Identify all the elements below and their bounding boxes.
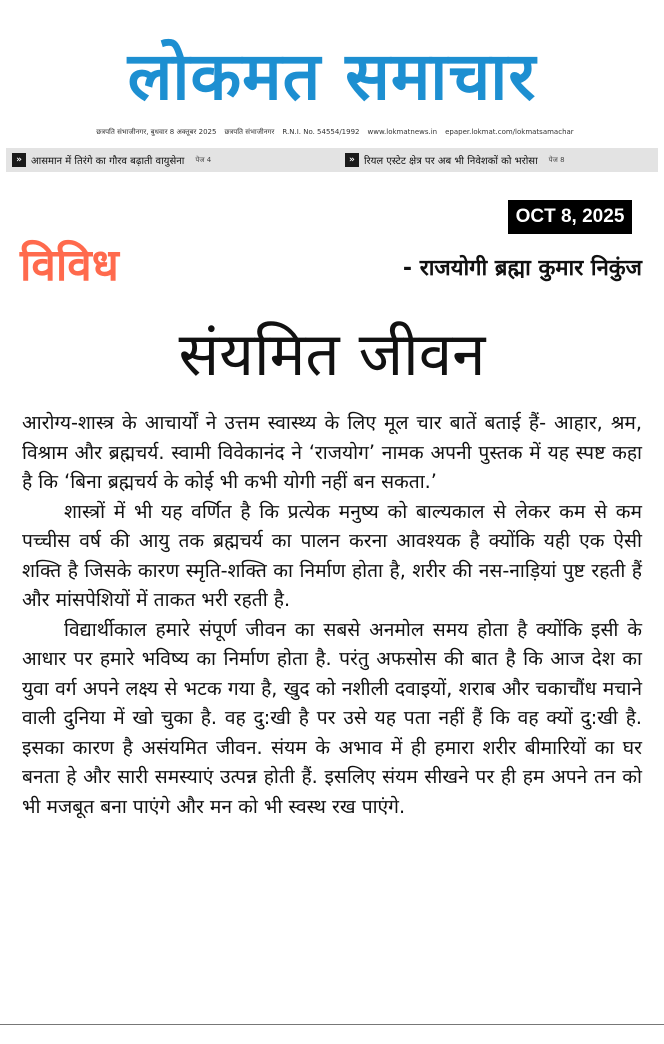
dateline-rni: R.N.I. No. 54554/1992 <box>282 128 360 136</box>
dateline-city: छत्रपति संभाजीनगर <box>224 128 275 136</box>
author-byline: - राजयोगी ब्रह्मा कुमार निकुंज <box>402 256 642 281</box>
masthead <box>0 0 664 145</box>
teaser-item[interactable] <box>339 153 658 167</box>
article-headline: संयमित जीवन <box>178 320 486 390</box>
dateline-web[interactable]: www.lokmatnews.in <box>367 128 438 136</box>
dateline-epaper[interactable]: epaper.lokmat.com/lokmatsamachar <box>445 128 574 136</box>
dateline-edition: छत्रपति संभाजीनगर, बुधवार 8 अक्तूबर 2025 <box>96 128 217 136</box>
newspaper-logo: लोकमत समाचार <box>127 38 537 115</box>
article-paragraph: शास्त्रों में भी यह वर्णित है कि प्रत्येक मनुष्य को बाल्यकाल से लेकर कम से कम पच्चीस वर्ष की आयु तक ब्रह्मचर्य का पालन करना आवश्यक है क्योंकि यही एक ऐसी शक्ति है जिसके कारण स्मृति-शक्ति का निर्माण होता है, शरीर की नस-नाड़ियां पुष्ट रहती हैं और मांसपेशियों में ताकत भरी रहती है. <box>22 499 642 611</box>
teaser-bar <box>6 148 658 172</box>
article-paragraph: आरोग्य-शास्त्र के आचार्यों ने उत्तम स्वास्थ्य के लिए मूल चार बातें बताई हैं- आहार, श्रम, विश्राम और ब्रह्मचर्य. स्वामी विवेकानंद ने ‘राजयोग’ नामक अपनी पुस्तक में यह स्पष्ट कहा है कि ‘बिना ब्रह्मचर्य के कोई भी कभी योगी नहीं बन सकता.’ <box>22 411 642 493</box>
dateline <box>70 127 600 137</box>
teaser-text: आसमान में तिरंगे का गौरव बढ़ाती वायुसेना <box>31 156 185 167</box>
teaser-item[interactable] <box>6 153 339 167</box>
double-chevron-icon: » <box>12 153 26 167</box>
double-chevron-icon: » <box>345 153 359 167</box>
bottom-divider <box>0 1024 664 1025</box>
section-title: विविध <box>20 240 119 291</box>
date-badge: OCT 8, 2025 <box>508 200 632 234</box>
teaser-page: पेज 4 <box>195 155 212 164</box>
teaser-page: पेज 8 <box>548 155 565 164</box>
teaser-text: रियल एस्टेट क्षेत्र पर अब भी निवेशकों को भरोसा <box>363 156 538 167</box>
article-paragraph: विद्यार्थीकाल हमारे संपूर्ण जीवन का सबसे अनमोल समय होता है क्योंकि इसी के आधार पर हमारे भविष्य का निर्माण होता है. परंतु अफसोस की बात है कि आज देश का युवा वर्ग अपने लक्ष्य से भटक गया है, खुद को नशीली दवाइयों, शराब और चकाचौंध मचाने वाली दुनिया में खो चुका है. वह दु:खी है पर उसे यह पता नहीं हैं कि वह क्यों दु:खी है. इसका कारण है असंयमित जीवन. संयम के अभाव में ही हमारा शरीर बीमारियों का घर बनता हे और सारी समस्याएं उत्पन्न होती हैं. इसलिए संयम सीखने पर ही हम अपने तन को भी मजबूत बना पाएंगे और मन को भी स्वस्थ रख पाएंगे. <box>22 617 642 818</box>
article-body <box>22 408 642 821</box>
